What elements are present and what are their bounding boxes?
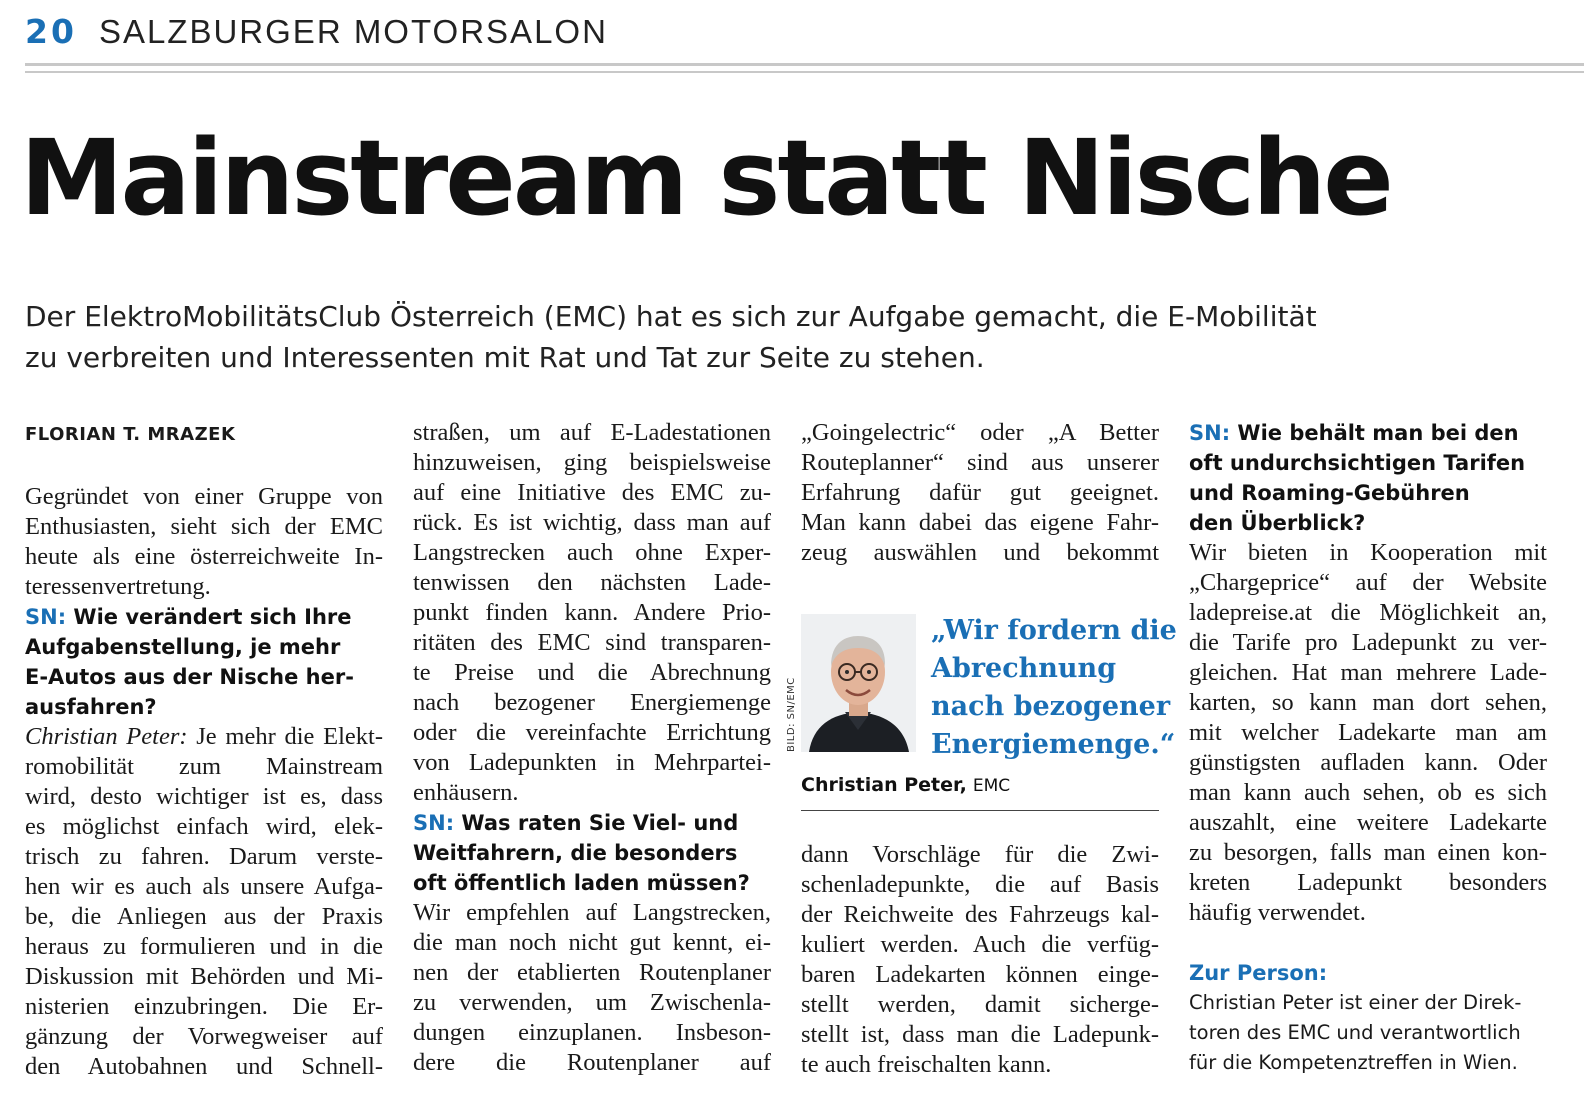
text-line: die man noch nicht gut kennt, ei- (413, 929, 771, 956)
question-line: ausfahren? (25, 695, 157, 719)
text-line: heraus zu formulieren und in die (25, 933, 383, 960)
text-line: man kann auch sehen, ob es sich (1189, 779, 1547, 806)
text-line: te auch freischalten kann. (801, 1051, 1052, 1078)
text-line: dann Vorschläge für die Zwi- (801, 841, 1159, 868)
page-number: 20 (25, 12, 77, 51)
text-line: schenladepunkte, die auf Basis (801, 871, 1159, 898)
text-line: Wir bieten in Kooperation mit (1189, 539, 1547, 566)
text-line: Gegründet von einer Gruppe von (25, 483, 383, 510)
byline: FLORIAN T. MRAZEK (25, 424, 236, 445)
lead-paragraph (25, 296, 1445, 378)
column-1 (25, 418, 383, 1082)
quote-line: Energiemenge.“ (931, 729, 1176, 760)
question-line: und Roaming-Gebühren (1189, 481, 1470, 505)
answer-3 (1189, 538, 1547, 928)
text-line: nach bezogener Energiemenge (413, 689, 771, 716)
speaker-name: Christian Peter: (25, 723, 188, 750)
text-line: kreten Ladepunkt besonders (1189, 869, 1547, 896)
column-2 (413, 418, 771, 1078)
header-rule (25, 63, 1584, 66)
text-line: auf eine Initiative des EMC zu- (413, 479, 771, 506)
lead-line: zu verbreiten und Interessenten mit Rat und Tat zur Seite zu stehen. (25, 341, 985, 374)
text-line: Man kann dabei das eigene Fahr- (801, 509, 1159, 536)
text-line: gänzung der Vorwegweiser auf (25, 1023, 383, 1050)
text-line: stellt werden, damit sicherge- (801, 991, 1159, 1018)
quote-attribution (801, 774, 1010, 796)
column-4 (1189, 418, 1547, 1078)
text-line: die Tarife pro Ladepunkt zu ver- (1189, 629, 1547, 656)
question-line: E-Autos aus der Nische her- (25, 665, 354, 689)
question-text: Wie behält man bei den (1237, 421, 1519, 445)
text-line: enhäusern. (413, 779, 519, 806)
question-line: oft öffentlich laden müssen? (413, 871, 750, 895)
text-line: te Preise und die Abrechnung (413, 659, 771, 686)
question-1 (25, 602, 383, 722)
question-line: Aufgabenstellung, je mehr (25, 635, 341, 659)
quote-author: Christian Peter, (801, 774, 967, 796)
person-info (1189, 988, 1547, 1078)
text-line: Enthusiasten, sieht sich der EMC (25, 513, 383, 540)
text-line: es möglichst einfach wird, elek- (25, 813, 383, 840)
text-line: der Reichweite des Fahrzeugs kal- (801, 901, 1159, 928)
text-line: Erfahrung dafür gut geeignet. (801, 479, 1159, 506)
person-line: für die Kompetenztreffen in Wien. (1189, 1051, 1518, 1074)
text-line: be, die Anliegen aus der Praxis (25, 903, 383, 930)
text-line: zeug auswählen und bekommt (801, 539, 1159, 566)
question-line (1189, 418, 1547, 448)
question-line: Weitfahrern, die besonders (413, 841, 738, 865)
headline: Mainstream statt Nische (20, 117, 1391, 239)
text-line: straßen, um auf E-Ladestationen (413, 419, 771, 446)
text-line: zu verwenden, um Zwischenla- (413, 989, 771, 1016)
person-heading: Zur Person: (1189, 961, 1328, 985)
text-line: trisch zu fahren. Darum verste- (25, 843, 383, 870)
text-line: stellt ist, dass man die Ladepunk- (801, 1021, 1159, 1048)
text-line: dere die Routenplaner auf (413, 1049, 771, 1076)
text-line: kuliert werden. Auch die verfüg- (801, 931, 1159, 958)
quote-org: EMC (972, 776, 1011, 796)
question-line: den Überblick? (1189, 511, 1366, 535)
question-line (25, 602, 383, 632)
question-line (413, 808, 771, 838)
text-line: den Autobahnen und Schnell- (25, 1053, 383, 1080)
photo-credit: BILD: SN/EMC (786, 677, 797, 752)
text-line (25, 722, 383, 752)
portrait-photo (801, 614, 916, 752)
person-line: Christian Peter ist einer der Direk- (1189, 991, 1522, 1014)
section-name: SALZBURGER MOTORSALON (98, 13, 608, 50)
text-line: hen wir es auch als unsere Aufga- (25, 873, 383, 900)
pull-quote (931, 612, 1177, 764)
text-line: nen der etablierten Routenplaner (413, 959, 771, 986)
text-line: häufig verwendet. (1189, 899, 1366, 926)
text-line: punkt finden kann. Andere Prio- (413, 599, 771, 626)
question-2 (413, 808, 771, 898)
sn-prefix: SN: (413, 811, 455, 835)
text-line: teressenvertretung. (25, 573, 211, 600)
text-line: dungen einzuplanen. Insbeson- (413, 1019, 771, 1046)
text-line: „Goingelectric“ oder „A Better (801, 419, 1159, 446)
text-line: Wir empfehlen auf Langstrecken, (413, 899, 771, 926)
column-3-continued (801, 840, 1159, 1080)
question-text: Wie verändert sich Ihre (73, 605, 352, 629)
quote-line: nach bezogener (931, 691, 1171, 722)
quote-line: „Wir fordern die (931, 615, 1177, 646)
answer-2 (413, 898, 771, 1078)
lead-line: Der ElektroMobilitätsClub Österreich (EMC) hat es sich zur Aufgabe gemacht, die E-Mobilität (25, 300, 1317, 333)
text-line: Routeplanner“ sind aus unserer (801, 449, 1159, 476)
text-line: oder die vereinfachte Errichtung (413, 719, 771, 746)
answer-1-continued (413, 418, 771, 808)
question-3 (1189, 418, 1547, 538)
quote-divider (801, 810, 1159, 811)
intro-paragraph (25, 482, 383, 602)
column-3 (801, 418, 1159, 568)
text-line: Diskussion mit Behörden und Mi- (25, 963, 383, 990)
answer-1 (25, 722, 383, 1082)
text-line: baren Ladekarten können einge- (801, 961, 1159, 988)
header-rule-secondary (25, 71, 1584, 73)
question-line: oft undurchsichtigen Tarifen (1189, 451, 1526, 475)
text-line: tenwissen den nächsten Lade- (413, 569, 771, 596)
text-line: wird, desto wichtiger ist es, dass (25, 783, 383, 810)
text-line: Langstrecken auch ohne Exper- (413, 539, 771, 566)
text-line: günstigsten aufladen kann. Oder (1189, 749, 1547, 776)
text-line: ritäten des EMC sind transparen- (413, 629, 771, 656)
sn-prefix: SN: (1189, 421, 1231, 445)
text-line: romobilität zum Mainstream (25, 753, 383, 780)
text-line: mit welcher Ladekarte man am (1189, 719, 1547, 746)
text-line: von Ladepunkten in Mehrpartei- (413, 749, 771, 776)
text-line: ladepreise.at die Möglichkeit an, (1189, 599, 1547, 626)
text-line: nisterien einzubringen. Die Er- (25, 993, 383, 1020)
quote-line: Abrechnung (931, 653, 1117, 684)
text-line: „Chargeprice“ auf der Website (1189, 569, 1547, 596)
text-line: karten, so kann man dort sehen, (1189, 689, 1547, 716)
person-line: toren des EMC und verantwortlich (1189, 1021, 1521, 1044)
text-line: gleichen. Hat man mehrere Lade- (1189, 659, 1547, 686)
text-line: heute als eine österreichweite In- (25, 543, 383, 570)
text-line: rück. Es ist wichtig, dass man auf (413, 509, 771, 536)
answer-2-end (801, 840, 1159, 1080)
answer-2-continued (801, 418, 1159, 568)
text-line: zu besorgen, falls man einen kon- (1189, 839, 1547, 866)
question-text: Was raten Sie Viel- und (461, 811, 739, 835)
text-line: auszahlt, eine weitere Ladekarte (1189, 809, 1547, 836)
sn-prefix: SN: (25, 605, 67, 629)
text-line: hinzuweisen, ging beispielsweise (413, 449, 771, 476)
page-header (25, 12, 608, 51)
portrait-illustration (801, 614, 916, 752)
answer-text: Je mehr die Elekt- (196, 723, 383, 750)
